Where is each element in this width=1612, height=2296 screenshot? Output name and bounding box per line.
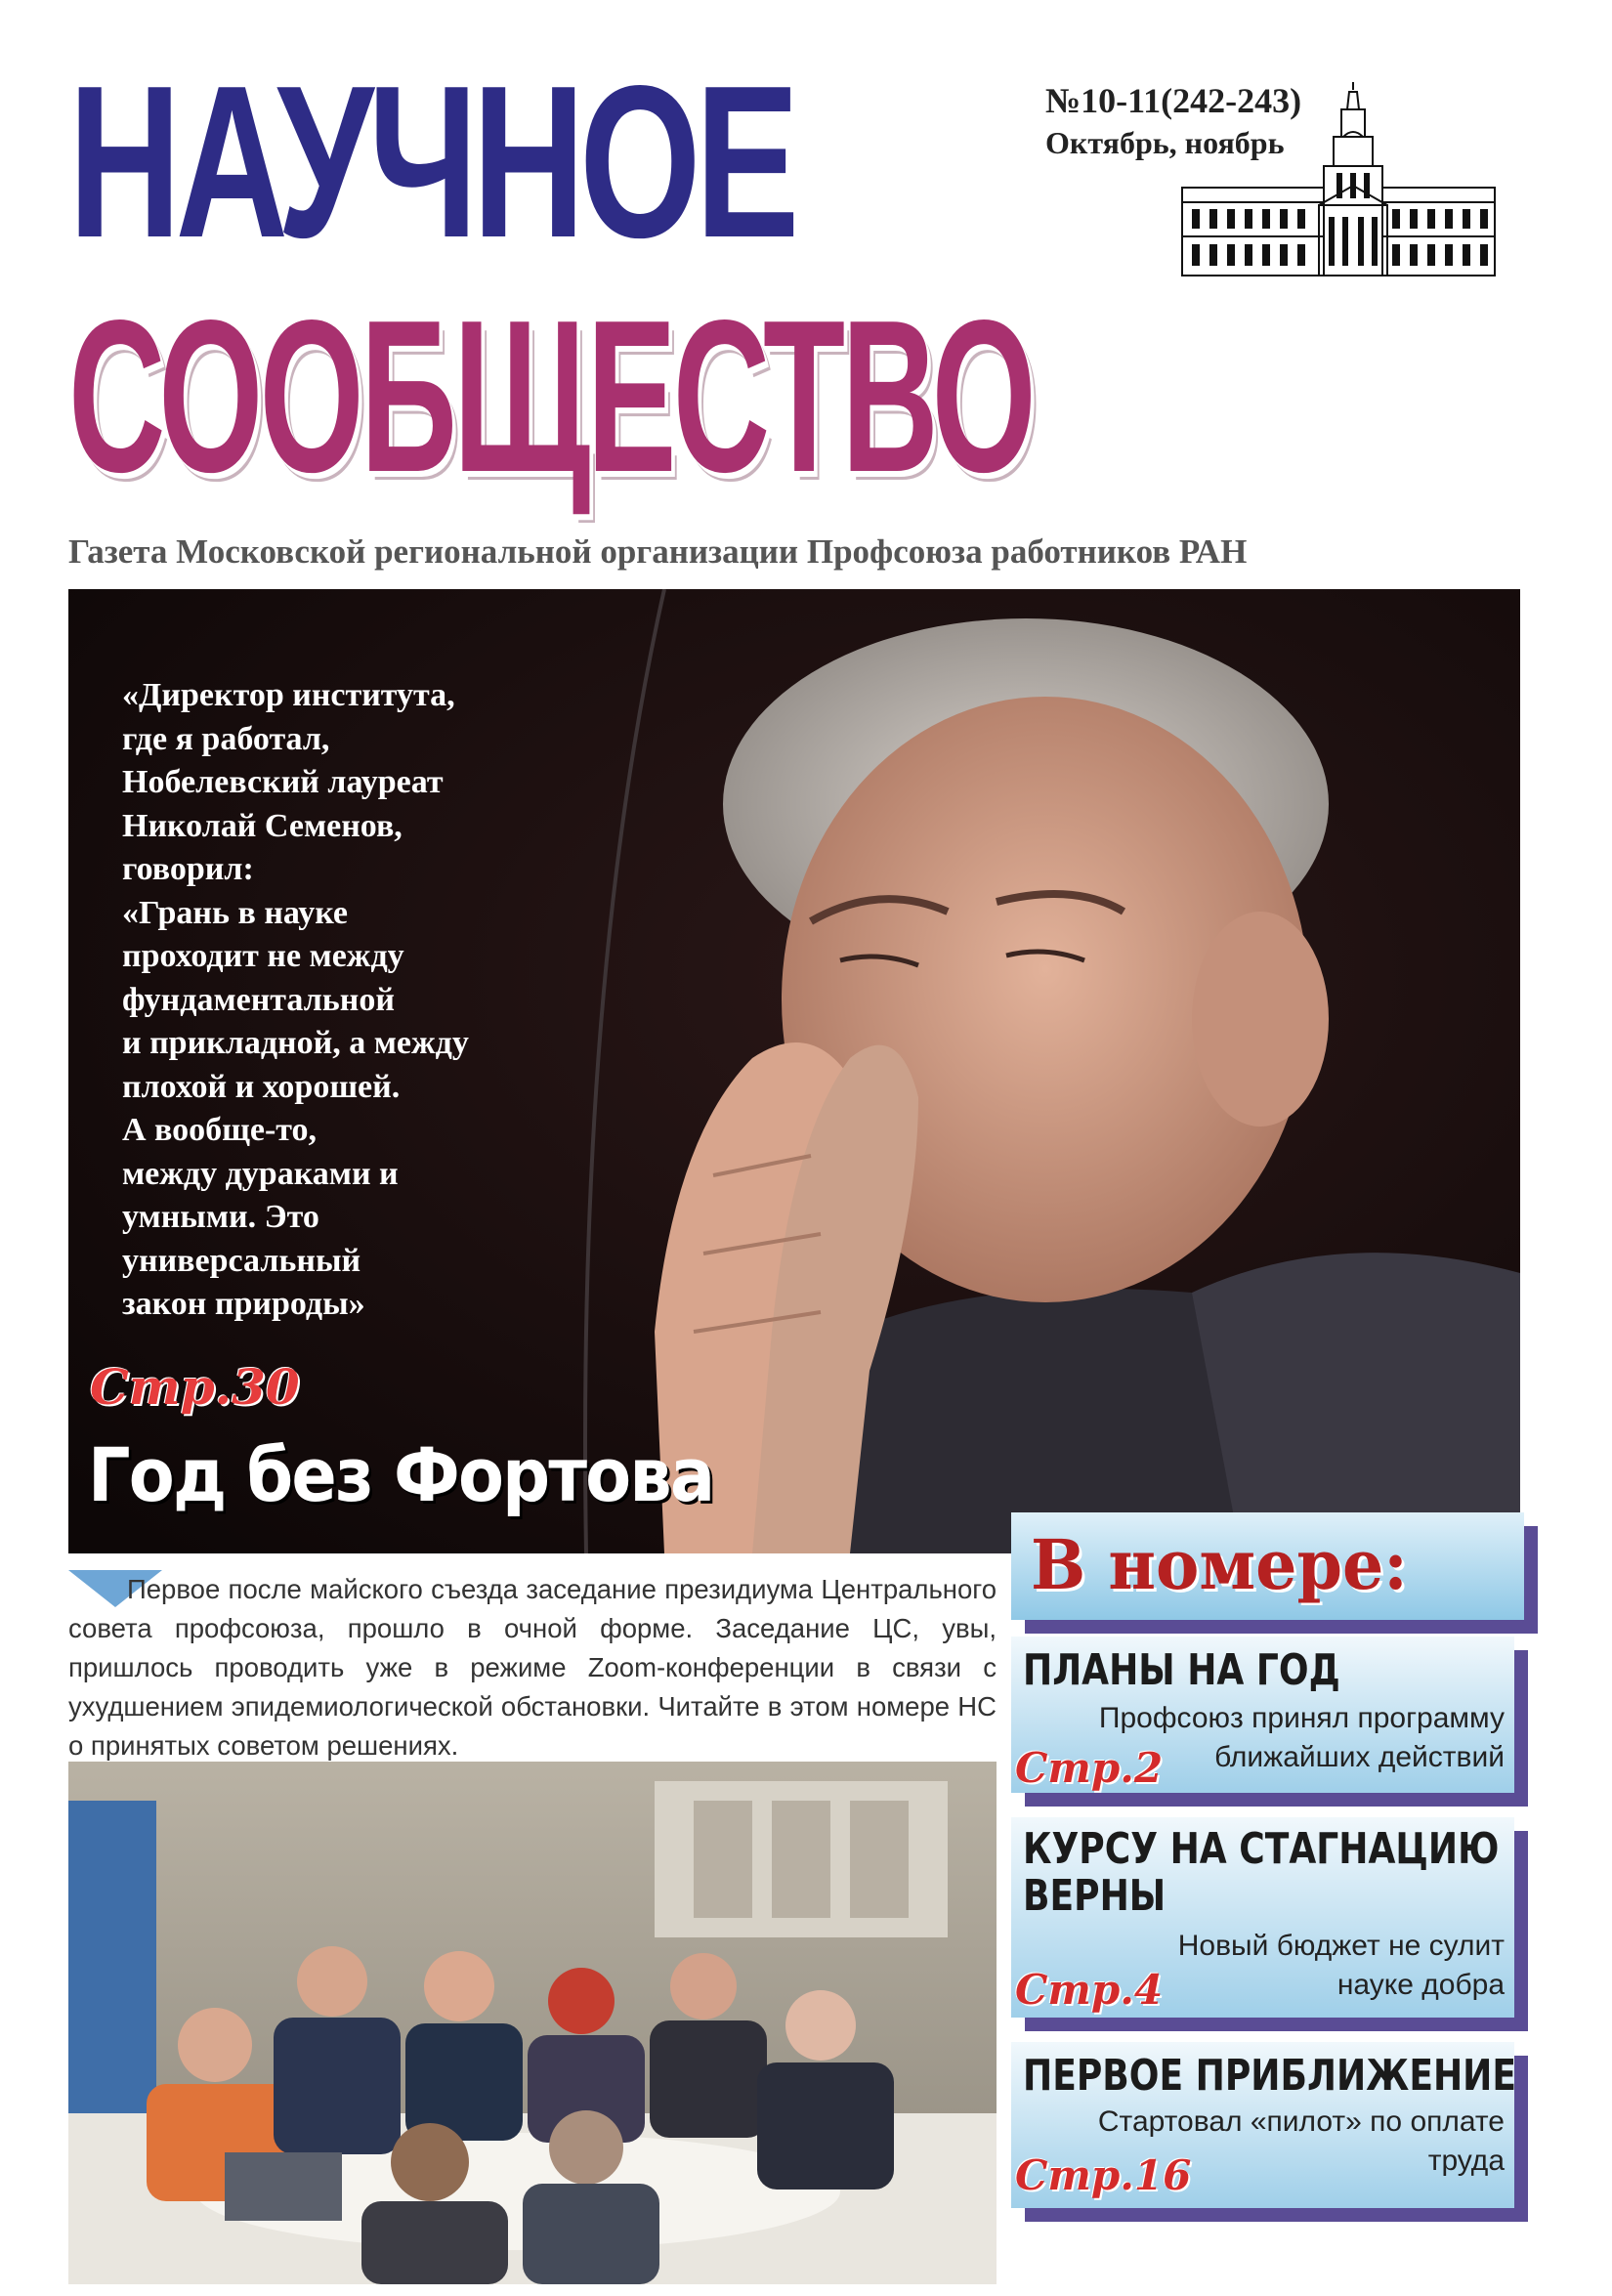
cover-page-reference[interactable]: Стр.30 [90, 1358, 300, 1416]
issue-item-text: Стартовал «пилот» по оплате труда [1097, 2105, 1505, 2177]
issue-item-first-approach[interactable] [1011, 2042, 1517, 2208]
issue-month: Октябрь, ноябрь [1045, 125, 1285, 160]
issue-number: №10-11(242-243) [1045, 81, 1302, 120]
cover-quote: «Директор института, где я работал, Нобелевский лауреат Николай Семенов, говорил: «Грань в науке проходит не между фундаментальной и прикладной, а между плохой и хорошей. А вообще-то, между дураками и умными. Это универсальный закон природы» [122, 677, 469, 1322]
issue-item-page[interactable]: Стр.4 [1015, 1966, 1164, 2014]
issue-item-page[interactable]: Стр.16 [1015, 2151, 1192, 2199]
issue-item-page[interactable]: Стр.2 [1015, 1744, 1164, 1792]
meeting-illustration [68, 1762, 997, 2284]
newspaper-title-line1: НАУЧНОЕ [68, 41, 794, 283]
lead-paragraph: Первое после майского съезда заседание президиума Центрального совета профсоюза, прошло в очной форме. Заседание ЦС, увы, пришлось проводить уже в режиме Zoom-конференции в связи с ухудшением эпидемиологической обстановки. Читайте в этом номере НС о принятых советом решениях. [68, 1574, 997, 1761]
meeting-photo [68, 1762, 997, 2284]
newspaper-subtitle: Газета Московской региональной организации Профсоюза работников РАН [68, 532, 1248, 571]
issue-item-title: ПЛАНЫ НА ГОД [1023, 1645, 1340, 1695]
issue-item-title: ПЕРВОЕ ПРИБЛИЖЕНИЕ [1023, 2051, 1517, 2101]
issue-item-text: Новый бюджет не сулит науке добра [1177, 1930, 1505, 2001]
issue-item-text: Профсоюз принял программу ближайших действий [1098, 1702, 1505, 1773]
issue-item-title: КУРСУ НА СТАГНАЦИЮ [1023, 1824, 1500, 1874]
academy-building-icon [1177, 80, 1500, 285]
issue-item-plans[interactable] [1011, 1637, 1514, 1793]
cover-headline: Год без Фортова [88, 1431, 714, 1518]
newspaper-title-line2: СООБЩЕСТВО [68, 276, 1033, 518]
in-this-issue-heading: В номере: [1031, 1524, 1408, 1605]
issue-item-title-line2: ВЕРНЫ [1023, 1871, 1167, 1921]
issue-item-stagnation[interactable] [1011, 1817, 1514, 2018]
